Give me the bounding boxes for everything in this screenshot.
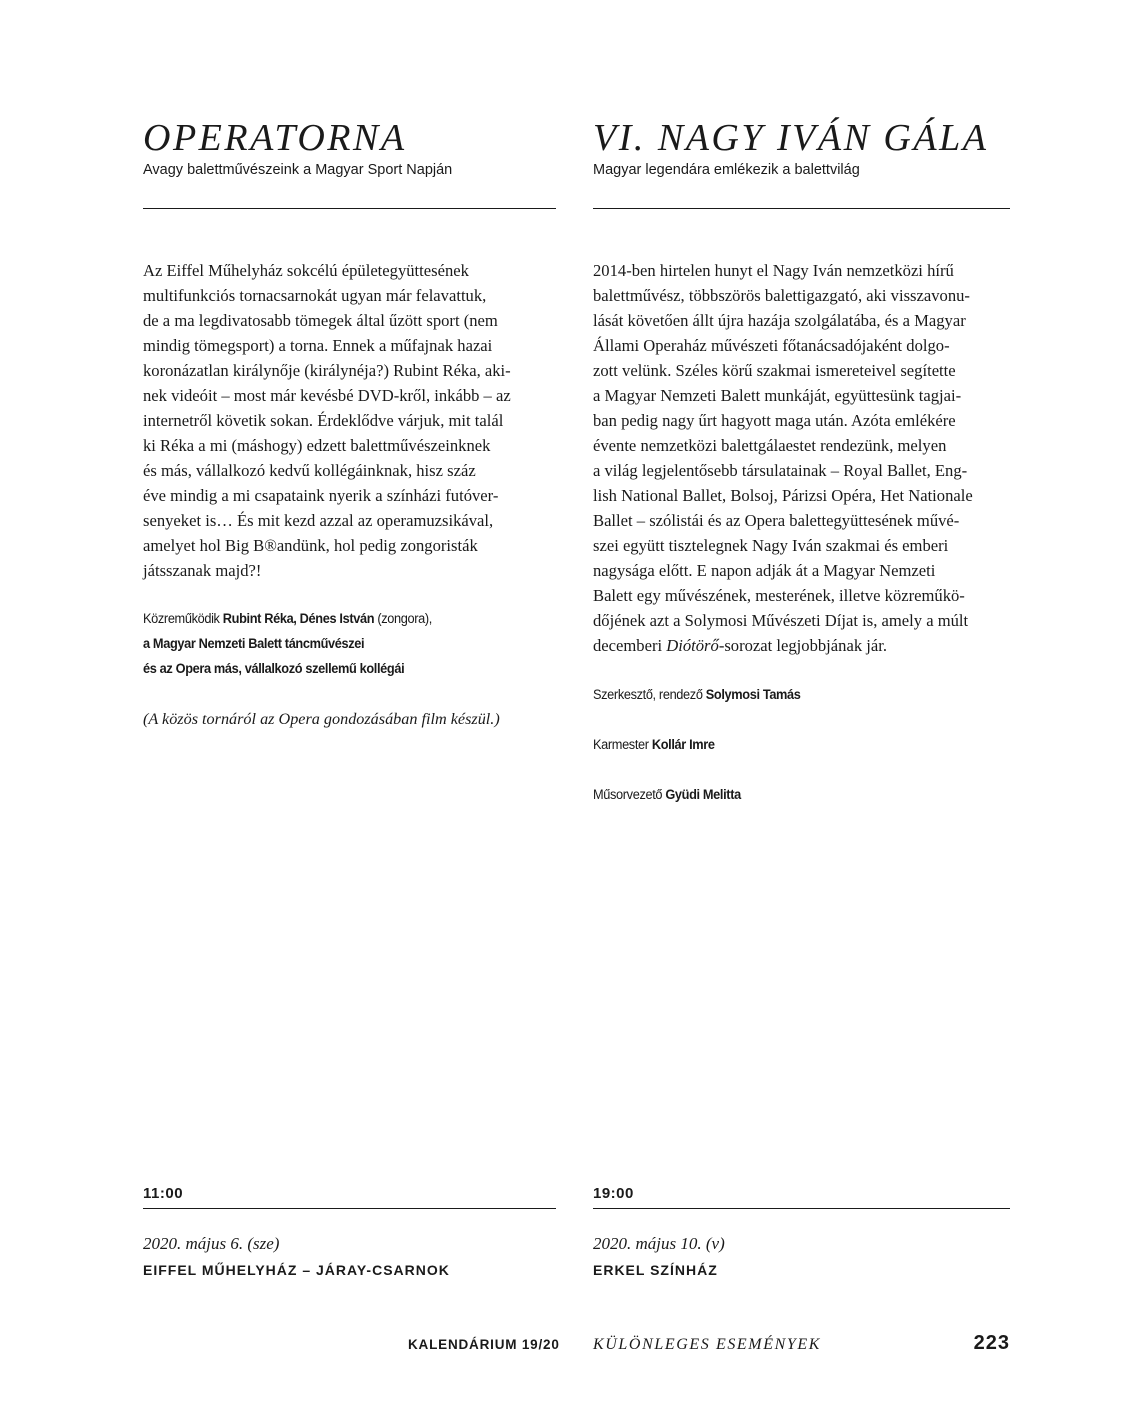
schedule-rule-right: [593, 1208, 1010, 1209]
credit-names-line3: és az Opera más, vállalkozó szellemű kollégái: [143, 661, 405, 677]
text-line: Állami Operaház művészeti főtanácsadójaként dolgo-: [593, 336, 950, 355]
header-rule-left: [143, 208, 556, 209]
text-line: dőjének azt a Solymosi Művészeti Díjat is, amely a múlt: [593, 611, 969, 630]
credit-editor: [593, 683, 801, 708]
text-line: senyeket is… És mit kezd azzal az operamuzsikával,: [143, 511, 494, 530]
text-line: ki Réka a mi (máshogy) edzett balettművészeinknek: [143, 436, 491, 455]
text-line: nagysága előtt. E napon adják át a Magyar Nemzeti: [593, 561, 936, 580]
film-note: (A közös tornáról az Opera gondozásában film készül.): [143, 710, 500, 728]
text-line: amelyet hol Big B®andünk, hol pedig zongoristák: [143, 536, 478, 555]
schedule-rule-left: [143, 1208, 556, 1209]
event-venue-right: ERKEL SZÍNHÁZ: [593, 1262, 718, 1278]
text-line: évente nemzetközi balettgálaestet rendezünk, melyen: [593, 436, 947, 455]
credit-conductor: [593, 733, 715, 758]
credit-role: Műsorvezető: [593, 787, 663, 803]
text-line: játsszanak majd?!: [143, 561, 262, 580]
credit-role: Közreműködik: [143, 611, 220, 627]
text-line: multifunkciós tornacsarnokát ugyan már felavattuk,: [143, 286, 487, 305]
footer-section: KÜLÖNLEGES ESEMÉNYEK: [593, 1336, 822, 1353]
text-line: internetről követik sokan. Érdeklődve várjuk, mit talál: [143, 411, 504, 430]
text-line: ban pedig nagy űrt hagyott maga után. Azóta emlékére: [593, 411, 956, 430]
event-subtitle-nagy-ivan-gala: Magyar legendára emlékezik a balettvilág: [593, 162, 860, 178]
text-line: Ballet – szólistái és az Opera balettegyüttesének művé-: [593, 511, 960, 530]
credit-line: [143, 607, 432, 632]
credit-names-line2: a Magyar Nemzeti Balett táncművészei: [143, 636, 365, 652]
credit-name: Kollár Imre: [651, 737, 715, 753]
credit-name: Gyüdi Melitta: [665, 787, 741, 803]
text-line: éve mindig a mi csapataink nyerik a színházi futóver-: [143, 486, 499, 505]
credits-operatorna: [143, 607, 432, 682]
event-time-left: 11:00: [143, 1185, 184, 1202]
event-date-right: 2020. május 10. (v): [593, 1234, 725, 1253]
event-description-operatorna: [143, 258, 563, 583]
event-description-nagy-ivan-gala: [593, 258, 1018, 658]
event-time-right: 19:00: [593, 1185, 634, 1202]
event-subtitle-operatorna: Avagy balettművészeink a Magyar Sport Napján: [143, 162, 453, 178]
text-line: Az Eiffel Műhelyház sokcélú épületegyüttesének: [143, 261, 469, 280]
credit-role: Karmester: [593, 737, 649, 753]
text-line: zott velünk. Széles körű szakmai ismereteivel segítette: [593, 361, 956, 380]
credit-name: Solymosi Tamás: [705, 687, 801, 703]
work-title-diotoro: Diótörő: [666, 636, 719, 655]
event-title-operatorna: OPERATORNA: [143, 117, 407, 159]
text-line: lását követően állt újra hazája szolgálatába, és a Magyar: [593, 311, 966, 330]
page-number: 223: [973, 1332, 1010, 1354]
text-line-last: [593, 633, 1018, 658]
text-line: balettművész, többszörös balettigazgató, aki visszavonu-: [593, 286, 970, 305]
event-venue-left: EIFFEL MŰHELYHÁZ – JÁRAY-CSARNOK: [143, 1262, 450, 1278]
event-title-nagy-ivan-gala: VI. NAGY IVÁN GÁLA: [593, 117, 989, 159]
text-line: és más, vállalkozó kedvű kollégáinknak, hisz száz: [143, 461, 476, 480]
credit-names: Rubint Réka, Dénes István: [222, 611, 375, 627]
header-rule-right: [593, 208, 1010, 209]
text-line: mindig tömegsport) a torna. Ennek a műfajnak hazai: [143, 336, 493, 355]
text-line: lish National Ballet, Bolsoj, Párizsi Opéra, Het Nationale: [593, 486, 973, 505]
text-line: Balett egy művészének, mesterének, illetve közreműkö-: [593, 586, 965, 605]
text-line: szei együtt tisztelegnek Nagy Iván szakmai és emberi: [593, 536, 949, 555]
text-line: a világ legjelentősebb társulatainak – Royal Ballet, Eng-: [593, 461, 968, 480]
footer-publication: KALENDÁRIUM 19/20: [408, 1337, 560, 1352]
credit-host: [593, 783, 741, 808]
credit-role: Szerkesztő, rendező: [593, 687, 703, 703]
event-date-left: 2020. május 6. (sze): [143, 1234, 280, 1253]
text-segment: decemberi: [593, 636, 667, 655]
credit-role-suffix: (zongora),: [377, 611, 432, 627]
text-line: koronázatlan királynője (királynéja?) Rubint Réka, aki-: [143, 361, 511, 380]
text-line: a Magyar Nemzeti Balett munkáját, együttesünk tagjai-: [593, 386, 962, 405]
text-segment: -sorozat legjobbjának jár.: [718, 636, 887, 655]
text-line: de a ma legdivatosabb tömegek által űzött sport (nem: [143, 311, 498, 330]
text-line: nek videóit – most már kevésbé DVD-kről, inkább – az: [143, 386, 511, 405]
text-line: 2014-ben hirtelen hunyt el Nagy Iván nemzetközi hírű: [593, 261, 954, 280]
